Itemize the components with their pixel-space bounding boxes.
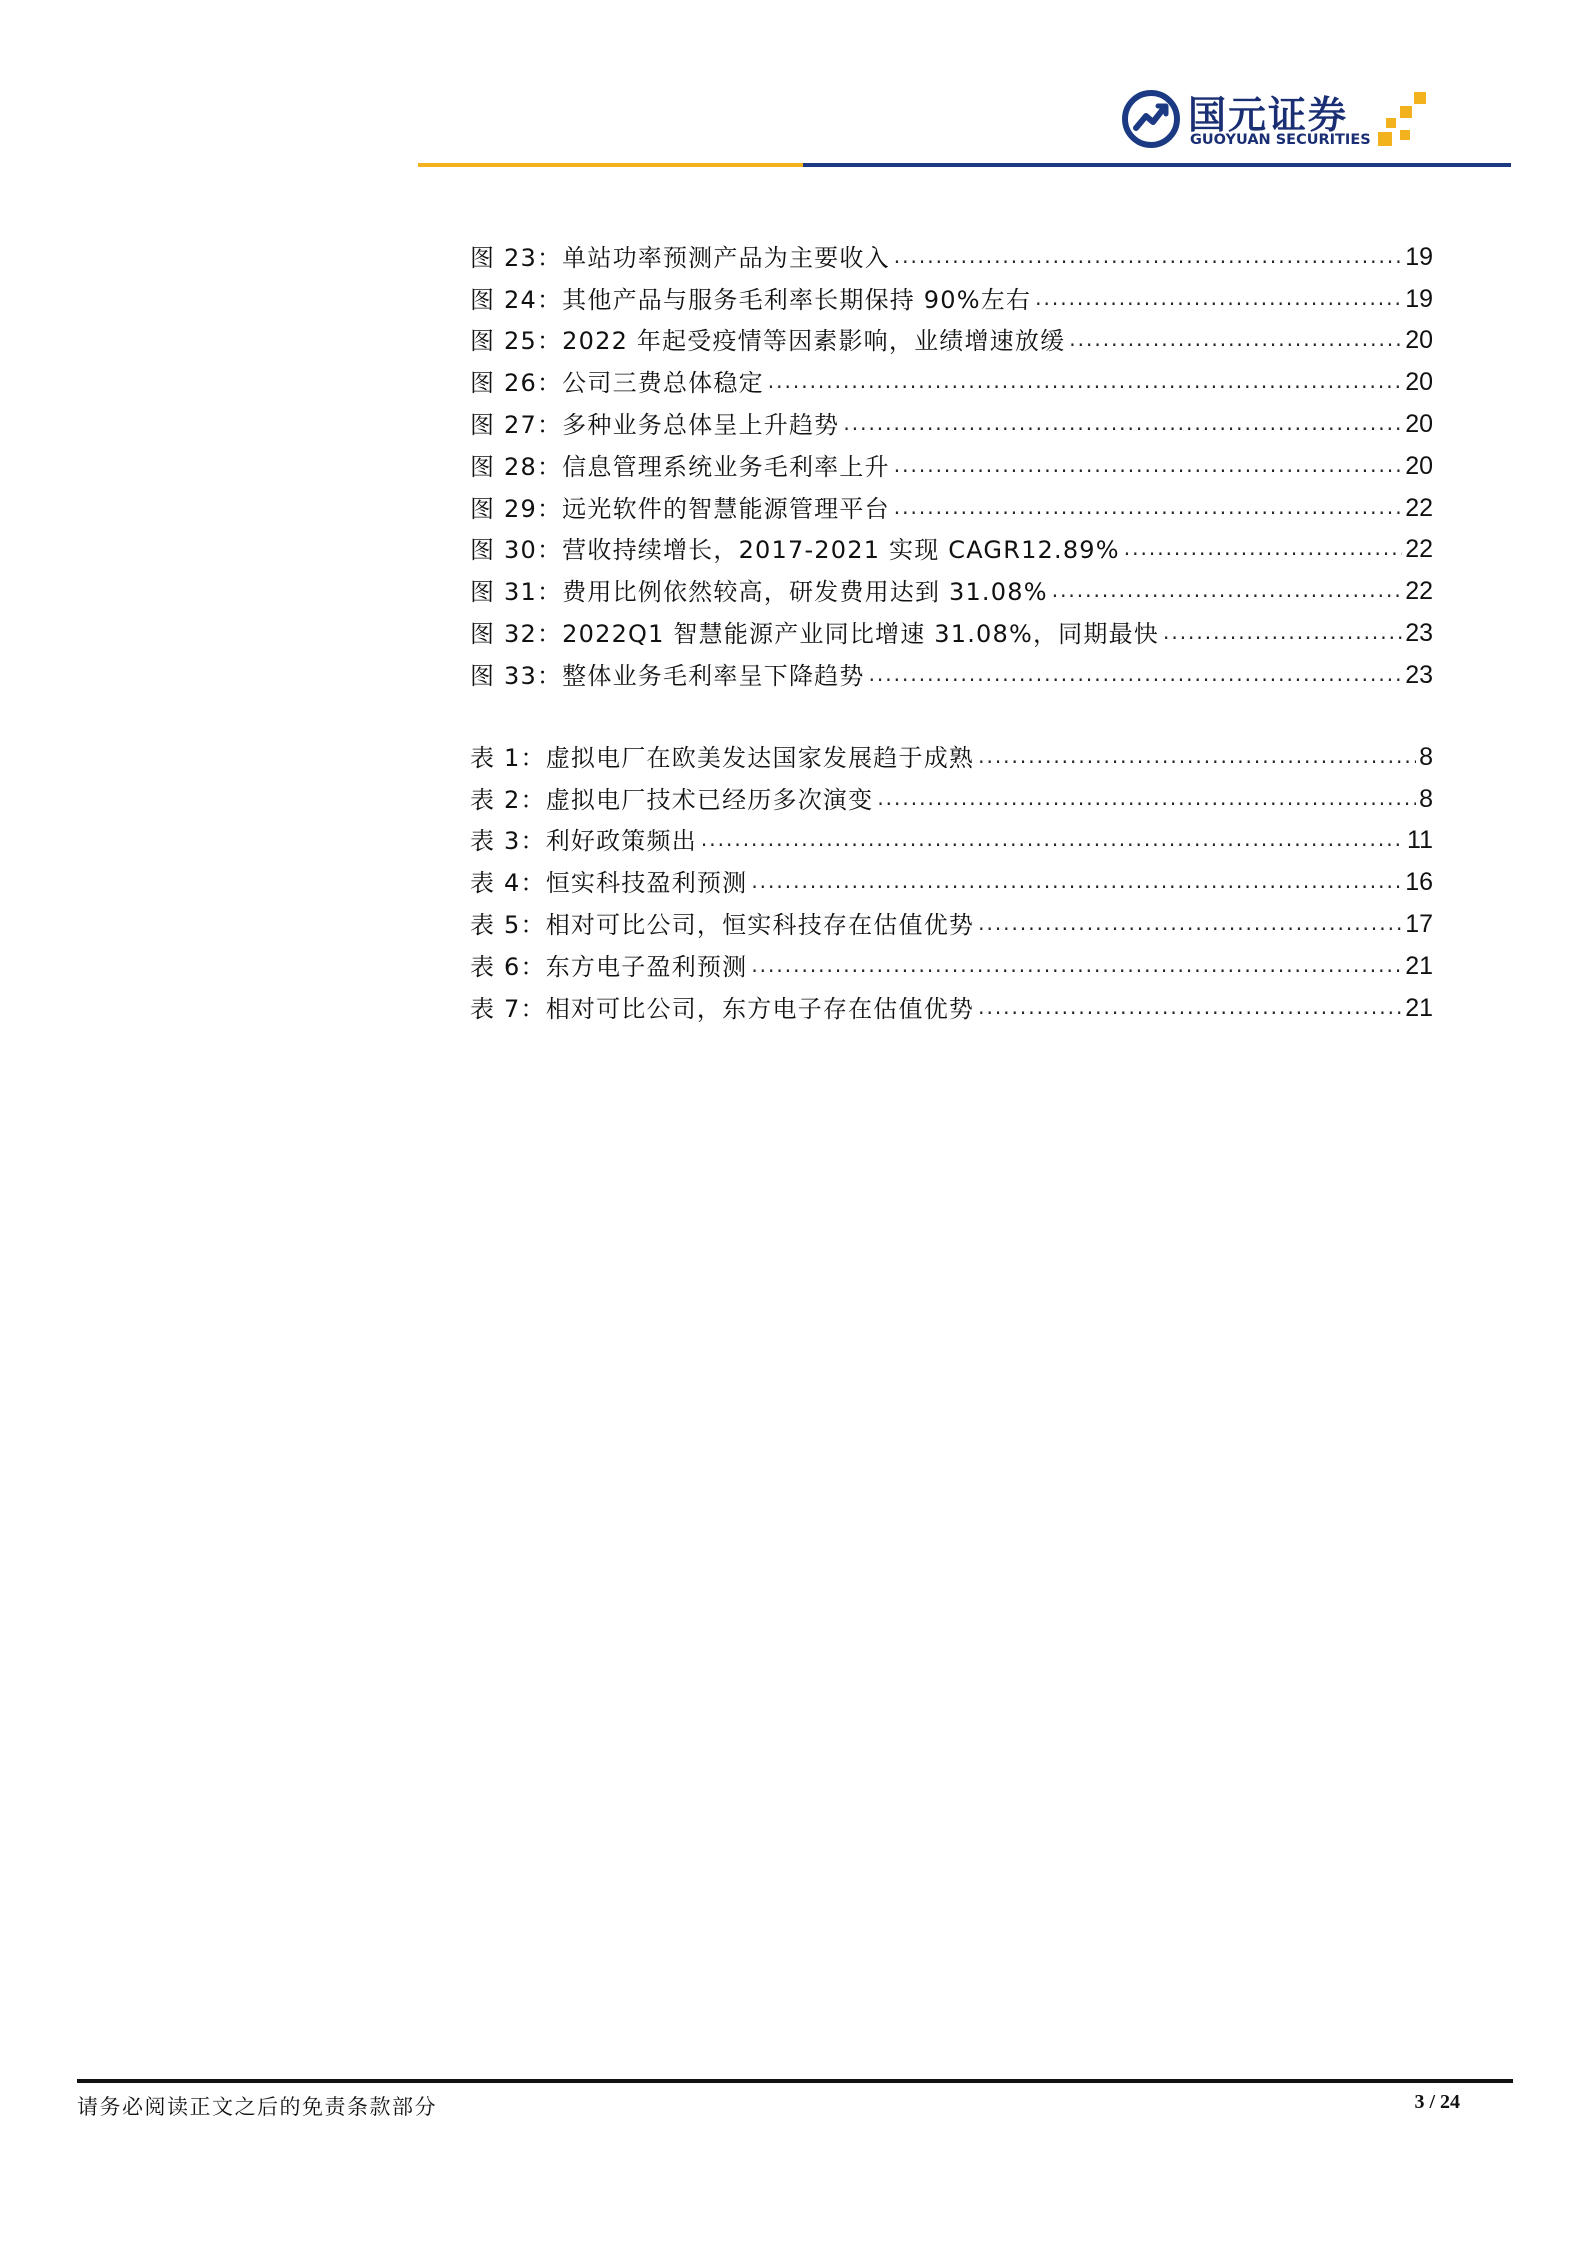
- toc-entry[interactable]: [470, 853, 1433, 898]
- toc-entry-page: 20: [1405, 368, 1433, 397]
- toc-leader-dots: [751, 952, 1402, 976]
- toc-entry-page: 8: [1419, 784, 1433, 813]
- page-indicator: 3 / 24: [1414, 2091, 1460, 2113]
- toc-entry[interactable]: [470, 312, 1433, 354]
- toc-entry-page: 22: [1405, 577, 1433, 606]
- toc-leader-dots: [1124, 535, 1402, 559]
- toc-figures-list: [470, 228, 1433, 688]
- toc-entry-label: 图 27：多种业务总体呈上升趋势: [470, 410, 840, 439]
- company-logo: [1122, 86, 1442, 152]
- toc-entry-page: 19: [1405, 284, 1433, 313]
- toc-leader-dots: [1035, 285, 1402, 309]
- toc-entry[interactable]: [470, 437, 1433, 479]
- toc-leader-dots: [1052, 577, 1402, 601]
- logo-name-cn: 国元证券: [1188, 93, 1349, 137]
- toc-entry-label: 图 31：费用比例依然较高，研发费用达到 31.08%: [470, 578, 1048, 607]
- toc-entry-page: 22: [1405, 535, 1433, 564]
- toc-leader-dots: [1163, 619, 1402, 643]
- toc-leader-dots: [894, 452, 1402, 476]
- toc-entry-label: 图 29：远光软件的智慧能源管理平台: [470, 494, 890, 523]
- toc-entry-page: 17: [1405, 909, 1433, 938]
- toc-entry-label: 图 33：整体业务毛利率呈下降趋势: [470, 661, 865, 690]
- toc-entry-label: 表 3：利好政策频出: [470, 827, 697, 856]
- toc-entry[interactable]: [470, 562, 1433, 607]
- toc-entry-page: 20: [1405, 326, 1433, 355]
- toc-entry-label: 表 1：虚拟电厂在欧美发达国家发展趋于成熟: [470, 743, 975, 772]
- toc-entry-label: 表 7：相对可比公司，东方电子存在估值优势: [470, 994, 975, 1023]
- toc-entry-label: 表 2：虚拟电厂技术已经历多次演变: [470, 785, 874, 814]
- toc-entry-label: 图 24：其他产品与服务毛利率长期保持 90%左右: [470, 285, 1032, 314]
- toc-entry-label: 图 30：营收持续增长，2017-2021 实现 CAGR12.89%: [470, 536, 1120, 565]
- toc-leader-dots: [869, 661, 1403, 685]
- toc-entry[interactable]: [470, 270, 1433, 312]
- toc-leader-dots: [701, 826, 1404, 850]
- toc-entry[interactable]: [470, 228, 1433, 270]
- toc-entry-page: 20: [1405, 451, 1433, 480]
- toc-entry[interactable]: [470, 979, 1433, 1021]
- toc-leader-dots: [1069, 326, 1402, 350]
- toc-entry-label: 表 6：东方电子盈利预测: [470, 952, 748, 981]
- toc-entry[interactable]: [470, 937, 1433, 979]
- toc-entry-label: 图 28：信息管理系统业务毛利率上升: [470, 452, 890, 481]
- footer-disclaimer: 请务必阅读正文之后的免责条款部分: [77, 2095, 437, 2119]
- toc-entry-label: 图 32：2022Q1 智慧能源产业同比增速 31.08%，同期最快: [470, 619, 1159, 648]
- toc-entry[interactable]: [470, 353, 1433, 398]
- toc-entry-label: 图 26：公司三费总体稳定: [470, 369, 764, 398]
- toc-entry[interactable]: [470, 895, 1433, 937]
- toc-leader-dots: [978, 910, 1402, 934]
- toc-entry-page: 19: [1405, 242, 1433, 271]
- logo-name-en: GUOYUAN SECURITIES: [1190, 132, 1371, 148]
- header-rule-navy: [803, 163, 1511, 167]
- toc-entry-page: 23: [1405, 660, 1433, 689]
- toc-leader-dots: [843, 410, 1402, 434]
- toc-leader-dots: [978, 994, 1402, 1018]
- toc-entry-page: 16: [1405, 868, 1433, 897]
- toc-entry-page: 8: [1419, 742, 1433, 771]
- toc-entry[interactable]: [470, 479, 1433, 521]
- logo-squares-icon: [1378, 92, 1438, 148]
- toc-leader-dots: [751, 868, 1402, 892]
- footer-rule: [77, 2079, 1513, 2083]
- toc-entry[interactable]: [470, 395, 1433, 437]
- toc-entry[interactable]: [470, 770, 1433, 812]
- toc-entry-page: 21: [1405, 993, 1433, 1022]
- toc-entry[interactable]: [470, 604, 1433, 646]
- toc-leader-dots: [978, 743, 1416, 767]
- logo-emblem-icon: [1122, 90, 1180, 148]
- toc-entry-page: 21: [1405, 951, 1433, 980]
- toc-entry[interactable]: [470, 812, 1433, 854]
- toc-entry-label: 图 23：单站功率预测产品为主要收入: [470, 243, 890, 272]
- toc-leader-dots: [894, 243, 1402, 267]
- toc-leader-dots: [894, 494, 1402, 518]
- toc-entry[interactable]: [470, 728, 1433, 770]
- toc-leader-dots: [768, 368, 1402, 392]
- toc-tables-list: [470, 728, 1433, 1021]
- toc-entry-page: 23: [1405, 618, 1433, 647]
- header-rule-gold: [418, 163, 803, 167]
- toc-entry[interactable]: [470, 521, 1433, 563]
- toc-entry-label: 图 25：2022 年起受疫情等因素影响，业绩增速放缓: [470, 327, 1066, 356]
- toc-entry-label: 表 4：恒实科技盈利预测: [470, 869, 748, 898]
- toc-leader-dots: [877, 785, 1416, 809]
- toc-entry-label: 表 5：相对可比公司，恒实科技存在估值优势: [470, 910, 975, 939]
- toc-entry-page: 20: [1405, 409, 1433, 438]
- toc-entry-page: 22: [1405, 493, 1433, 522]
- toc-entry[interactable]: [470, 646, 1433, 688]
- toc-entry-page: 11: [1407, 826, 1433, 855]
